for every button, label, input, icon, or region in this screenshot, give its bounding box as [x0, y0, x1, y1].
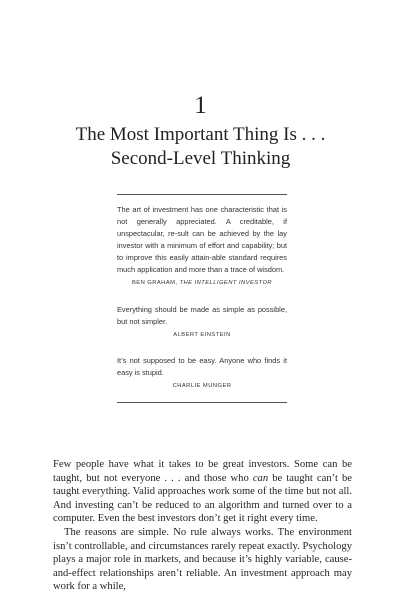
- attribution-author: BEN GRAHAM,: [131, 280, 180, 286]
- emphasis-text: can: [252, 472, 269, 484]
- epigraph-einstein: [117, 304, 287, 340]
- chapter-number: 1: [194, 92, 207, 119]
- epigraph-quote: The art of investment has one characteristic that is not generally appreciated. A creditable, if unspectacular, re-sult can be achieved by the lay investor with a minimum of effort and capability; but to improve this easily attain-able standard requires much application and more than a trace of wisdom.: [117, 205, 287, 274]
- body-text: [53, 458, 352, 594]
- epigraph-quote: It’s not supposed to be easy. Anyone who finds it easy is stupid.: [117, 356, 287, 377]
- body-paragraph-1: [53, 458, 352, 526]
- epigraphs-block: [117, 204, 287, 391]
- body-paragraph-2: The reasons are simple. No rule always works. The environment isn’t controllable, and circumstances rarely repeat exactly. Psychology plays a major role in markets, and because it’s highly variable, cause-and-effect relationships aren’t reliable. An investment approach may work for a while,: [53, 526, 352, 593]
- epigraph-quote: Everything should be made as simple as possible, but not simpler.: [117, 305, 287, 326]
- chapter-title-line-2: Second-Level Thinking: [110, 148, 291, 169]
- epigraph-top-rule: [117, 194, 287, 195]
- epigraph-munger: [117, 355, 287, 391]
- attribution-work: THE INTELLIGENT INVESTOR: [179, 280, 273, 286]
- epigraph-attribution: ALBERT EINSTEIN: [173, 332, 231, 338]
- epigraph-bottom-rule: [117, 402, 287, 403]
- paragraph-text: Few people have what it takes to be great investors. Some can be taught, but not everyone . . . and those who: [53, 459, 352, 484]
- epigraph-graham: [117, 204, 287, 288]
- paragraph-text: be taught can’t be taught everything. Valid approaches work some of the time but not all. And investing can’t be reduced to an algorithm and turned over to a computer. Even the best investors don’t get it right every time.: [53, 472, 352, 525]
- epigraph-attribution: [117, 279, 287, 288]
- chapter-title: [0, 123, 401, 171]
- epigraph-attribution: CHARLIE MUNGER: [172, 383, 232, 389]
- chapter-title-line-1: The Most Important Thing Is . . .: [75, 124, 326, 145]
